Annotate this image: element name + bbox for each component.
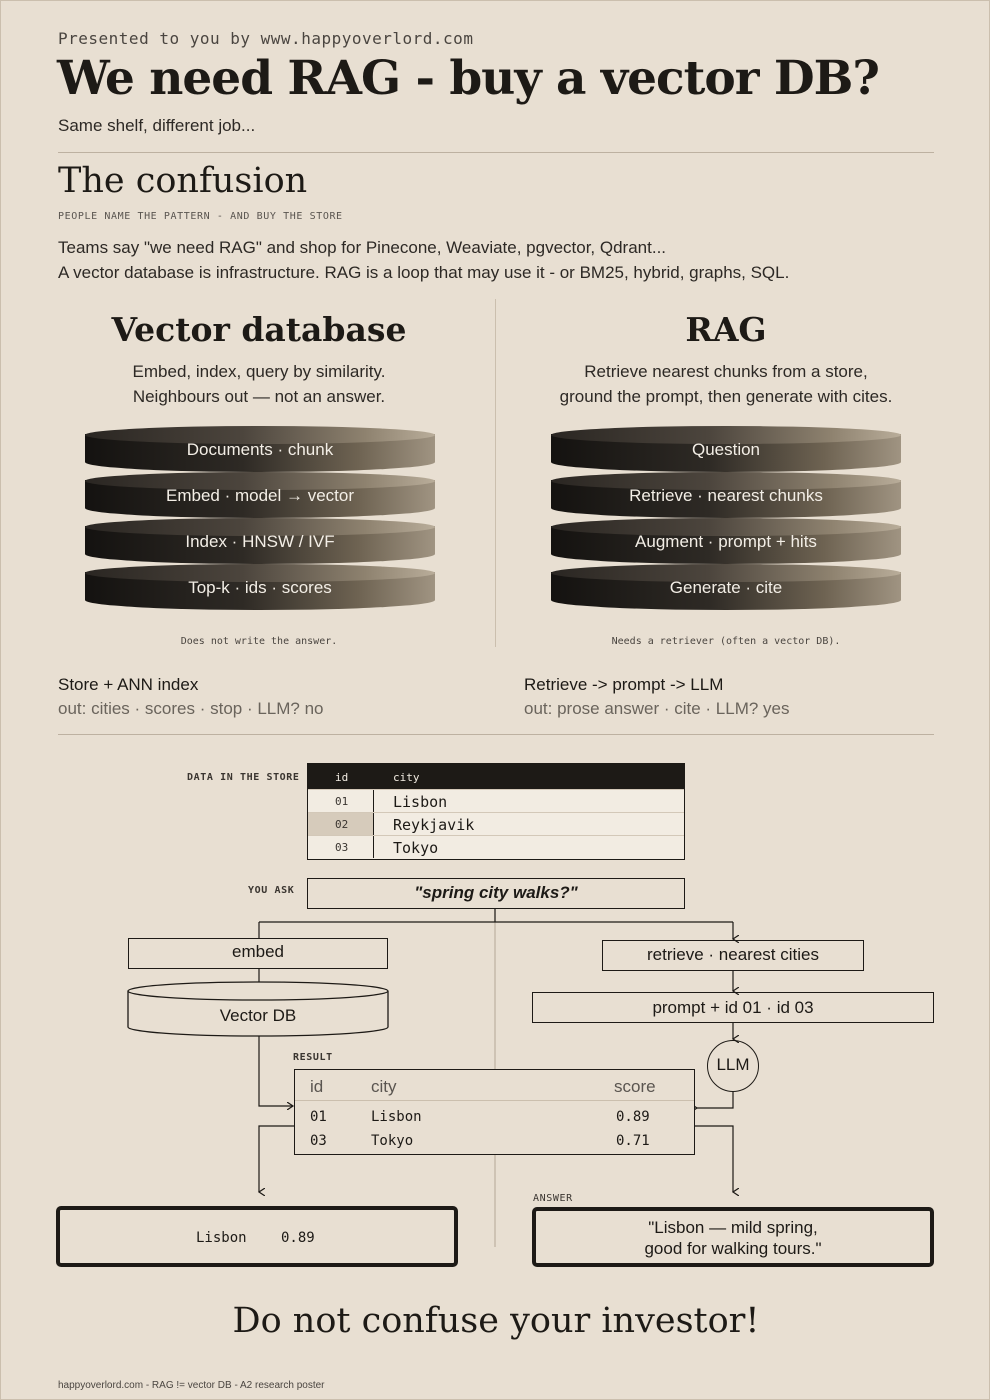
store-label: DATA IN THE STORE	[187, 772, 300, 783]
confusion-line-2: A vector database is infrastructure. RAG is a loop that may use it - or BM25, hybrid, graphs, SQL.	[58, 263, 790, 282]
store-row-city: Reykjavik	[393, 816, 475, 834]
embed-step: embed	[128, 938, 388, 969]
vector-db-summary: Store + ANN index	[58, 675, 199, 694]
vector-db-title: Vector database	[111, 310, 407, 349]
store-row-id: 02	[308, 813, 374, 835]
presented-by: Presented to you by www.happyoverlord.com	[58, 29, 474, 48]
store-row-id: 01	[308, 790, 374, 812]
page-title: We need RAG - buy a vector DB?	[57, 51, 879, 106]
llm-node: LLM	[707, 1040, 759, 1092]
vector-db-layer-label: Index · HNSW / IVF	[185, 532, 335, 551]
flow-connectors	[1, 1, 990, 1400]
vector-db-desc-line-2: Neighbours out — not an answer.	[132, 387, 386, 406]
rag-summary: Retrieve -> prompt -> LLM	[524, 675, 724, 694]
result-column-city: city	[371, 1077, 397, 1096]
rag-final-answer	[532, 1207, 934, 1267]
answer-line-2: good for walking tours."	[644, 1239, 822, 1258]
answer-text	[536, 1217, 930, 1259]
store-column-id: id	[335, 771, 349, 784]
question-box: "spring city walks?"	[307, 878, 685, 909]
result-row-id: 03	[310, 1133, 327, 1149]
vector-output-city: Lisbon	[196, 1230, 247, 1246]
store-table	[307, 763, 685, 860]
prompt-step: prompt + id 01 · id 03	[532, 992, 934, 1023]
vector-db-layer-label: Embed · model → vector	[165, 486, 354, 505]
vector-db-layer-label: Documents · chunk	[186, 440, 334, 459]
result-row-city: Lisbon	[371, 1109, 422, 1125]
closing-statement: Do not confuse your investor!	[232, 1301, 760, 1341]
vector-db-note: Does not write the answer.	[180, 636, 338, 647]
table-row	[308, 789, 684, 812]
rag-layer-label: Question	[691, 440, 761, 459]
store-row-id: 03	[308, 836, 374, 858]
result-row-id: 01	[310, 1109, 327, 1125]
rag-desc-line-2: ground the prompt, then generate with cites.	[559, 387, 893, 406]
confusion-line-1: Teams say "we need RAG" and shop for Pinecone, Weaviate, pgvector, Qdrant...	[58, 238, 667, 257]
rag-layer-label: Generate · cite	[669, 578, 783, 597]
store-column-city: city	[393, 771, 420, 784]
result-label: RESULT	[293, 1052, 333, 1063]
retrieve-step: retrieve · nearest cities	[602, 940, 864, 971]
store-row-city: Lisbon	[393, 793, 448, 811]
vector-db-layer-label: Top-k · ids · scores	[188, 578, 332, 597]
vector-output-score: 0.89	[281, 1230, 315, 1246]
table-row	[308, 812, 684, 835]
answer-line-1: "Lisbon — mild spring,	[648, 1218, 818, 1237]
result-column-score: score	[614, 1077, 656, 1096]
store-table-header	[308, 764, 684, 789]
vector-db-desc-line-1: Embed, index, query by similarity.	[132, 362, 386, 381]
store-row-city: Tokyo	[393, 839, 439, 857]
vector-db-output: out: cities · scores · stop · LLM? no	[58, 699, 324, 718]
result-row-score: 0.89	[616, 1109, 650, 1125]
rag-layer-label: Augment · prompt + hits	[635, 532, 817, 551]
confusion-kicker: PEOPLE NAME THE PATTERN - AND BUY THE STORE	[58, 211, 343, 222]
rag-output: out: prose answer · cite · LLM? yes	[524, 699, 790, 718]
page-subtitle: Same shelf, different job...	[58, 116, 256, 135]
footer: happyoverlord.com - RAG != vector DB - A2 research poster	[58, 1380, 325, 1391]
ask-label: YOU ASK	[248, 885, 295, 896]
result-row-score: 0.71	[616, 1133, 650, 1149]
result-column-id: id	[310, 1077, 324, 1096]
result-row-city: Tokyo	[371, 1133, 414, 1149]
table-row	[308, 835, 684, 858]
result-table	[294, 1069, 695, 1155]
rag-desc-line-1: Retrieve nearest chunks from a store,	[584, 362, 868, 381]
rag-layer-label: Retrieve · nearest chunks	[629, 486, 823, 505]
confusion-heading: The confusion	[58, 161, 308, 201]
vector-db-final-output	[56, 1206, 458, 1267]
rag-note: Needs a retriever (often a vector DB).	[611, 636, 841, 647]
answer-label: ANSWER	[533, 1193, 573, 1204]
rag-title: RAG	[685, 310, 767, 349]
vector-db-cylinder-label: Vector DB	[219, 1006, 297, 1025]
